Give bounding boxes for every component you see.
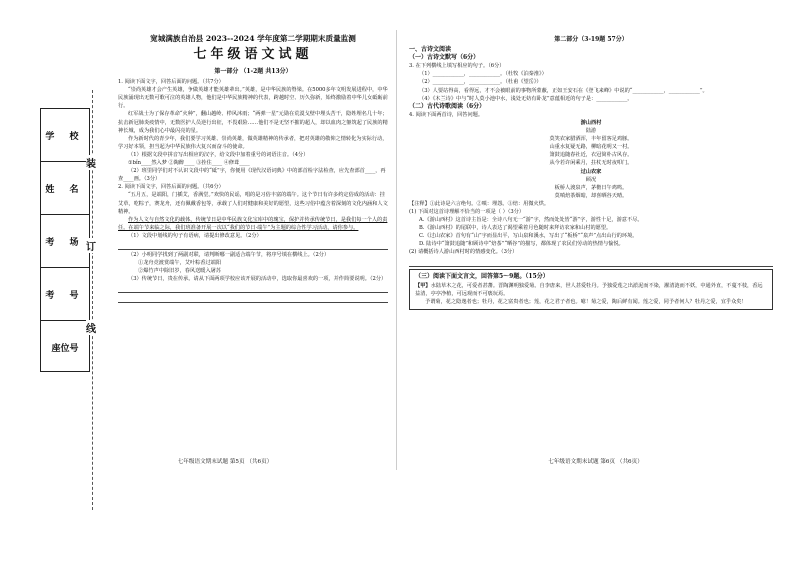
q4-option-d[interactable]: D. 陆诗中“箫鼓追随”和顾诗中“焙茶”“晒谷”的描写，都体现了农民们劳动的热情与愉悦。: [419, 241, 624, 248]
q4-sub-1: (1) 下面对这首诗理解不恰当的一项是（ ）（3分）: [409, 208, 525, 215]
poem-2-author: 顾况: [585, 176, 597, 183]
q4-option-b[interactable]: B.《游山西村》的尾联中，诗人表达了渴望乘着月色随时来拜访农家和山村的愿望。: [419, 225, 612, 232]
part-one-heading: 第一部分 （1-2题 共13分）: [214, 68, 292, 75]
subsection-heading: （三）阅读下面文言文，回答第5～9题。（15分）: [415, 272, 549, 280]
poem-note: 【注释】①此诗是六言绝句。②嗔：埋怨。③焙：用微火烘。: [409, 200, 550, 207]
answer-line[interactable]: [409, 258, 773, 267]
subsection-heading: （二）古代诗歌阅读（6分）: [409, 102, 486, 110]
q2-sub-2-option-a: ①龙舟竞渡赏端午，艾叶粽香过端阳: [138, 260, 222, 267]
poem-2-title: 过山农家: [580, 168, 602, 175]
q1-paragraph-3: 作为新时代的青少年，我们要学习英雄、崇尚英雄，做英雄精神的传承者，把对英雄的敬仰之情转化为实际行动，学习好本领，担当起为中华民族伟大复兴而奋斗的使命。: [118, 135, 388, 150]
passage-a-label: 【甲】: [415, 282, 431, 289]
left-content: [118, 34, 388, 304]
answer-line[interactable]: [118, 284, 388, 293]
passage-a-text-2: 予谓菊，花之隐逸者也；牡丹，花之富贵者也；莲，花之君子者也。噫！菊之爱，陶后鲜有闻。莲之爱，同予者何人？牡丹之爱，宜乎众矣！: [425, 298, 747, 305]
part-two-heading: 第二部分（3-19题 57分）: [554, 36, 628, 43]
q4-option-c[interactable]: C.《过山农家》首句有“山”字而显出平，写山泉和溪水，写出了“板桥”“泉声”点出山行的环境。: [419, 233, 638, 240]
binding-cut-line: [92, 90, 93, 510]
exam-header: 宽城满族自治县 2023--2024 学年度第二学期期末质量监测: [150, 34, 356, 43]
q2-intro: 2. 阅读下面文字，回答后面的问题。（共6分）: [118, 184, 224, 191]
q1-intro: 1. 阅读下面文字，回答后面的问题。（共7分）: [118, 79, 224, 86]
poem-1: [409, 119, 773, 168]
q1-paragraph-1: “崇尚英雄才会产生英雄，争做英雄才能英雄辈出。”英雄，是中华民族的脊梁。在5000多年文明发展进程中，中华民族涌现出无数可歌可泣的英雄人物，他们是中华民族精神的代表，跨越时空、历久弥新，始终激励着中华儿女砥砺前行。: [118, 87, 388, 110]
poem-2: [409, 168, 773, 200]
name-field[interactable]: 姓 名: [41, 162, 89, 215]
section-heading: 一、古诗文阅读: [409, 46, 452, 54]
q3-blank-2[interactable]: （2）____________，____________。（杜甫《望岳》）: [419, 79, 542, 86]
exam-number-field[interactable]: 考 号: [41, 268, 89, 321]
school-field[interactable]: 学 校: [41, 109, 89, 162]
cut-mark-zhuang: 装: [86, 155, 96, 170]
poem-line: 箫鼓追随春社近，衣冠简朴古风存。: [549, 152, 633, 159]
q4-intro: 4. 阅读下面两首诗，回答问题。: [409, 111, 484, 118]
cut-mark-ding: 订: [86, 238, 96, 253]
q2-sub-2: （2）小明同学找到了两副对联，请判断哪一副适合端午节，将序号填在横线上。（2分）: [128, 251, 330, 258]
q2-sub-3: （3）传统节日，贵在传承。请从下面两项学校应该开展的活动中，选取你最喜欢的一项，并作简要说明。（2分）: [128, 276, 387, 283]
page-footer: 七年级语文期末试题 第6页 （共6页）: [548, 459, 643, 465]
poem-line: 山重水复疑无路，柳暗花明又一村。: [549, 144, 633, 151]
q3-blank-3[interactable]: （3）人要站得高，看得远，才不会被眼前的事物所蒙蔽，正如王安石在《登飞来峰》中说的“____________，____________”。: [419, 87, 708, 94]
cut-mark-xian: 线: [86, 320, 96, 335]
q1-sub-2[interactable]: （2）班里同学们对不认识文段中的“砥”字，你便用《现代汉语词典》中的部首检字法检查，应先查部首____，再查____画。（3分）: [118, 168, 386, 183]
poem-line: 莫笑农家腊酒浑，丰年留客足鸡豚。: [549, 136, 633, 143]
student-info-box: [40, 108, 90, 372]
poem-line: 板桥人渡泉声，茅檐日午鸡鸣。: [554, 184, 628, 191]
poem-1-title: 游山西村: [580, 119, 602, 126]
q3-intro: 3. 在下列横线上填写相应的句子。（6分）: [409, 63, 505, 70]
answer-line[interactable]: [118, 241, 388, 250]
q3-blank-4[interactable]: （4）《木兰诗》中与“时人莫小池中水，浅处无妨有卧龙”意蕴相近的句子是：____________。: [419, 95, 633, 102]
poem-1-author: 陆游: [585, 128, 597, 135]
poem-line: 莫嗔焙茶烟暗，却喜晒谷天晴。: [554, 192, 628, 199]
right-page: [397, 0, 794, 561]
right-content: [409, 34, 773, 312]
answer-line[interactable]: [118, 294, 388, 303]
q2-sub-2-option-b: ②爆竹声中除旧岁，春风送暖入屠苏: [138, 268, 222, 275]
q4-option-a[interactable]: A.《游山西村》这首诗主旨是：全诗八句无一“游”字，然而处处皆“游”字，游性十足，游意不尽。: [419, 217, 643, 224]
poem-line: 从今若许闲乘月，拄杖无时夜叩门。: [549, 160, 633, 167]
subsection-heading: （一）古诗文默写（6分）: [409, 54, 480, 62]
q1-sub-1-items[interactable]: ①bǐn____然入梦 ②陶醉____ ③拴住____ ④修葺____: [128, 160, 250, 167]
q2-paragraph-1: “五月五，是端阳，门插艾，香满堂。”欢快的民谣，唱的是习俗丰富的端午。这个节日有许多约定俗成的活动：挂艾草，吃粽子，赛龙舟，还有佩戴香包等，承载了人们对健康和美好的愿望，这些习俗中蕴含着深刻的文化内涵和人文精神。: [118, 192, 388, 215]
exam-title: 七年级语文试题: [193, 47, 313, 62]
q1-sub-1: （1）根据文段中拼音写出相应的汉字，给文段中加着重号的词语注音。（4分）: [128, 151, 309, 158]
classical-text-box: [409, 269, 773, 310]
seat-number-field[interactable]: 座位号: [51, 343, 79, 354]
page-footer: 七年级语文期末试题 第5页 （共6页）: [177, 459, 273, 465]
passage-a-text: 水陆草木之花，可爱者甚蕃。晋陶渊明独爱菊。自李唐来，世人甚爱牡丹。予独爱莲之出淤泥而不染，濯清涟而不妖，中通外直，不蔓不枝，香远益清，亭亭净植，可远观而不可亵玩焉。: [415, 282, 763, 297]
q4-sub-2: (2) 请概括诗人游山西村时的情感变化。（3分）: [409, 249, 518, 256]
q1-paragraph-2: 红军战士为了保存革命“火种”，翻山越岭、栉风沐雨；“两弹一星”元勋在荒漠戈壁中埋头苦干，隐姓埋名几十年；抗击新冠肺炎疫情中，无数医护人员逆行出征，不畏艰险……他们不是无坚不摧的超人，却以血肉之躯筑起了民族的精神长城，成为我们心中最闪亮的星。: [118, 111, 388, 134]
exam-room-field[interactable]: 考 场: [41, 215, 89, 268]
q2-paragraph-2: 作为人文与自然文化的载体，传统节日是中华民族文化宝库中的瑰宝，保护并传承传统节日，是我们每一个人的责任。在端午节来临之际，我们班准备开展一次以“我们的节日·端午”为主题的综合性学习活动，请你参与。: [118, 216, 388, 231]
q2-sub-1: （1）文段中划线的句子有语病，请提出修改意见。（2分）: [128, 232, 262, 239]
q3-blank-1[interactable]: （1）____________，____________。（杜牧《泊秦淮》）: [419, 71, 547, 78]
